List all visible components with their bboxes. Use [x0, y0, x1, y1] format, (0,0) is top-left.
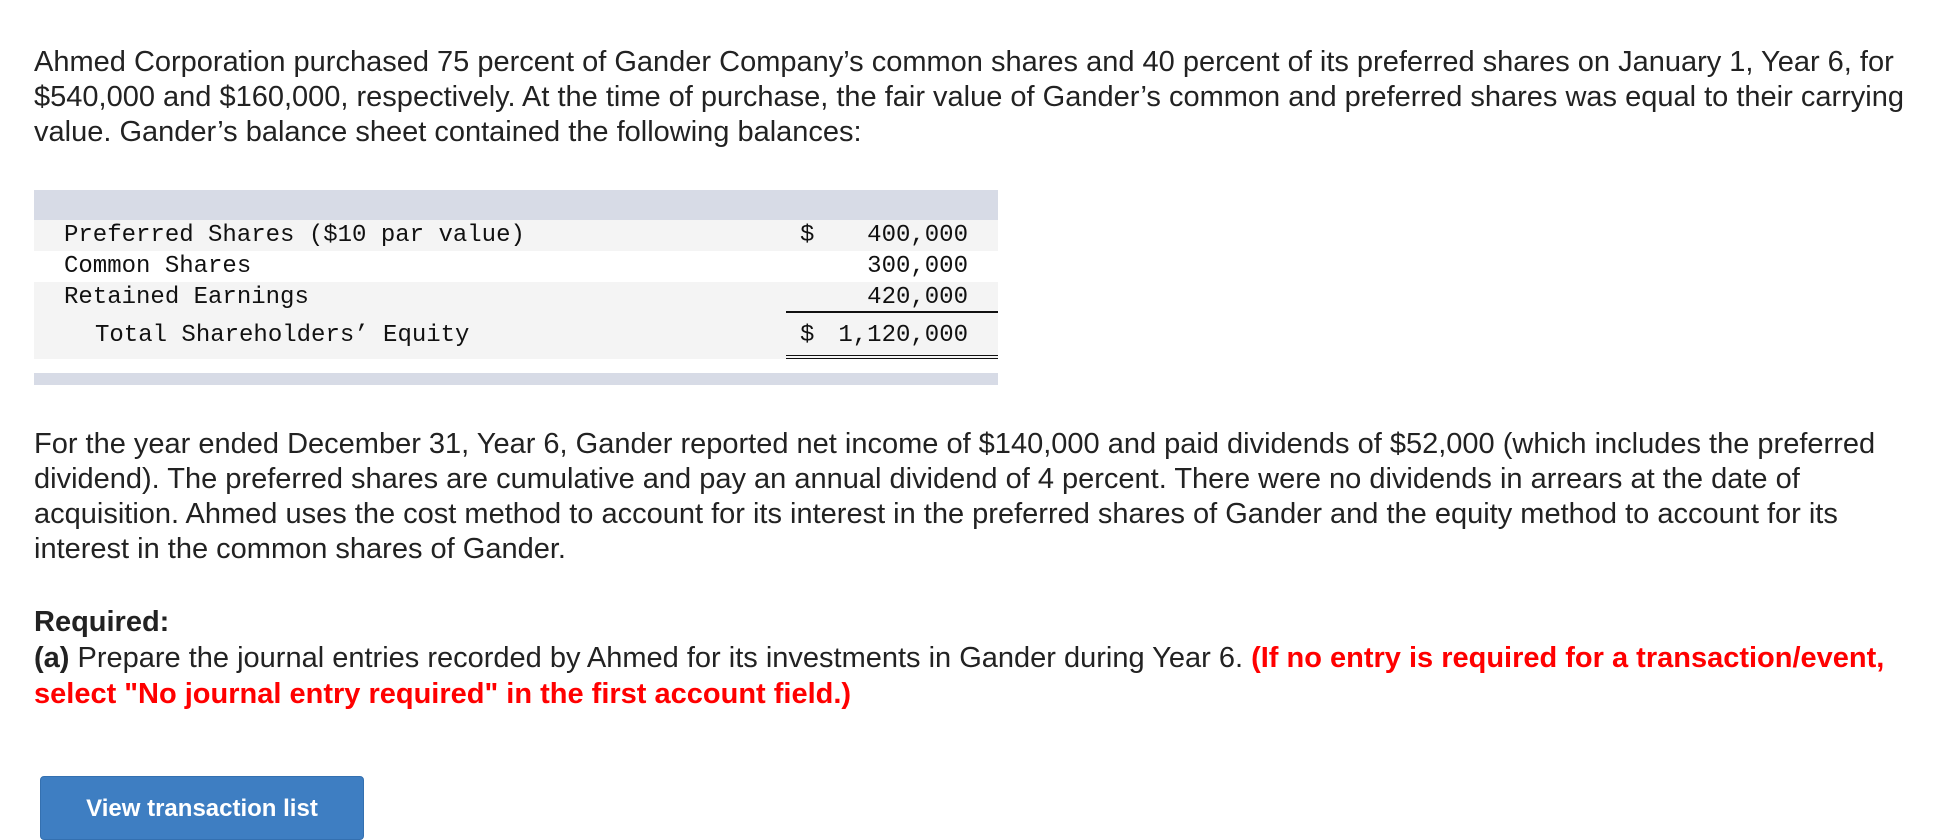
table-row-total-equity	[34, 313, 998, 359]
amount-cell	[786, 251, 998, 282]
total-value: 1,120,000	[838, 322, 968, 349]
amount-cell	[786, 220, 998, 251]
view-transaction-list-button[interactable]: View transaction list	[40, 776, 364, 840]
table-row-retained-earnings	[34, 282, 998, 313]
total-amount-cell	[786, 313, 998, 359]
row-value: 400,000	[867, 222, 968, 249]
dollar-sign: $	[800, 222, 815, 249]
row-value: 420,000	[867, 284, 968, 311]
required-part-a	[34, 640, 1914, 712]
row-value: 300,000	[867, 253, 968, 280]
balance-sheet-table	[34, 190, 998, 385]
row-label: Retained Earnings	[64, 284, 309, 311]
total-label: Total Shareholders’ Equity	[95, 322, 470, 349]
row-label: Common Shares	[64, 253, 252, 280]
table-header-band	[34, 190, 998, 220]
row-label: Preferred Shares ($10 par value)	[64, 222, 525, 249]
table-row-common-shares	[34, 251, 998, 282]
details-paragraph: For the year ended December 31, Year 6, Gander reported net income of $140,000 and paid dividends of $52,000 (which includes the preferred dividend). The preferred shares are cumulative and pay an annual dividend of 4 percent. There were no dividends in arrears at the date of acquisition. Ahmed uses the cost method to account for its interest in the preferred shares of Gander and the equity method to account for its interest in the common shares of Gander.	[34, 428, 1876, 565]
dollar-sign: $	[800, 322, 815, 349]
part-label: (a)	[34, 642, 70, 674]
table-row-preferred-shares	[34, 220, 998, 251]
instruction-text: (If no entry is required for a transaction/event, select "No journal entry required" in the first account field.)	[34, 642, 1885, 710]
intro-paragraph: Ahmed Corporation purchased 75 percent of Gander Company’s common shares and 40 percent of its preferred shares on January 1, Year 6, for $540,000 and $160,000, respectively. At the time of purchase, the fair value of Gander’s common and preferred shares was equal to their carrying value. Gander’s balance sheet contained the following balances:	[34, 46, 1904, 148]
amount-cell	[786, 282, 998, 313]
table-footer-band	[34, 373, 998, 385]
required-section	[34, 604, 1914, 712]
part-prompt: Prepare the journal entries recorded by Ahmed for its investments in Gander during Year 6.	[69, 642, 1252, 674]
required-heading: Required:	[34, 606, 170, 638]
